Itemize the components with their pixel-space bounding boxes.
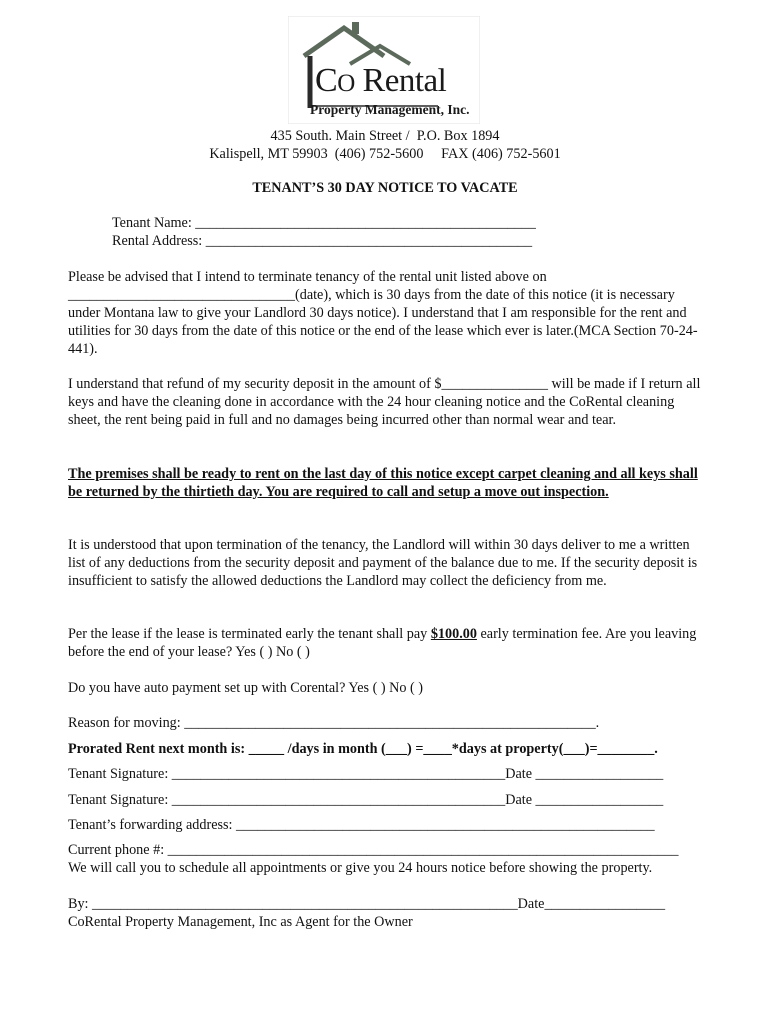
premises-ready-paragraph: The premises shall be ready to rent on the last day of this notice except carpet cleaning and all keys shall be returned by the thirtieth day. You are required to call and setup a move out inspection. <box>68 466 698 500</box>
termination-paragraph: Please be advised that I intend to terminate tenancy of the rental unit listed above on ________________________________(date), which is 30 days from the date of this notice (it is necessary under Montana law to give your Landlord 30 days notice). I understand that I am responsible for the rent and utilities for 30 days from the date of this notice or the end of the lease which ever is later.(MCA Section 70-24-441). <box>68 269 698 357</box>
tenant-signature-field-1[interactable]: Tenant Signature: _______________________________________________Date __________________ <box>68 766 664 782</box>
document-title: TENANT’S 30 DAY NOTICE TO VACATE <box>252 180 518 196</box>
corental-logo <box>288 16 480 124</box>
current-phone-field[interactable]: Current phone #: ________________________________________________________________________ <box>68 842 679 858</box>
scheduling-note: We will call you to schedule all appointments or give you 24 hours notice before showing the property. <box>68 860 653 876</box>
prorated-rent-field[interactable]: Prorated Rent next month is: _____ /days in month (___) =____*days at property(___)=________. <box>68 741 658 757</box>
deductions-paragraph: It is understood that upon termination of the tenancy, the Landlord will within 30 days deliver to me a written list of any deductions from the security deposit and payment of the balance due to me. If the security deposit is insufficient to satisfy the allowed deductions the Landlord may collect the deficiency from me. <box>68 537 698 589</box>
tenant-name-field[interactable]: Tenant Name: ________________________________________________ <box>112 215 536 231</box>
termination-fee-amount: $100.00 <box>430 626 477 642</box>
agent-caption: CoRental Property Management, Inc as Agent for the Owner <box>68 914 413 930</box>
reason-for-moving-field[interactable]: Reason for moving: __________________________________________________________. <box>68 715 600 731</box>
early-termination-paragraph: Per the lease if the lease is terminated early the tenant shall pay $100.00 early termination fee. Are you leaving before the end of your lease? Yes ( ) No ( ) <box>68 626 697 660</box>
company-contact: Kalispell, MT 59903 (406) 752-5600 FAX (406) 752-5601 <box>209 146 561 162</box>
rental-address-field[interactable]: Rental Address: ______________________________________________ <box>112 233 533 249</box>
company-address: 435 South. Main Street / P.O. Box 1894 <box>270 128 500 144</box>
security-deposit-paragraph: I understand that refund of my security deposit in the amount of $_______________ will be made if I return all keys and have the cleaning done in accordance with the 24 hour cleaning notice and the CoRental cleaning sheet, the rent being paid in full and no damages being incurred other than normal wear and tear. <box>68 376 701 428</box>
agent-signature-field[interactable]: By: ____________________________________________________________Date_________________ <box>68 896 666 912</box>
logo-brand-name: CO Rental <box>315 62 447 99</box>
auto-payment-question: Do you have auto payment set up with Corental? Yes ( ) No ( ) <box>68 680 424 696</box>
forwarding-address-field[interactable]: Tenant’s forwarding address: ___________________________________________________________ <box>68 817 655 833</box>
logo-subtitle: Property Management, Inc. <box>310 102 470 117</box>
tenant-signature-field-2[interactable]: Tenant Signature: _______________________________________________Date __________________ <box>68 792 664 808</box>
